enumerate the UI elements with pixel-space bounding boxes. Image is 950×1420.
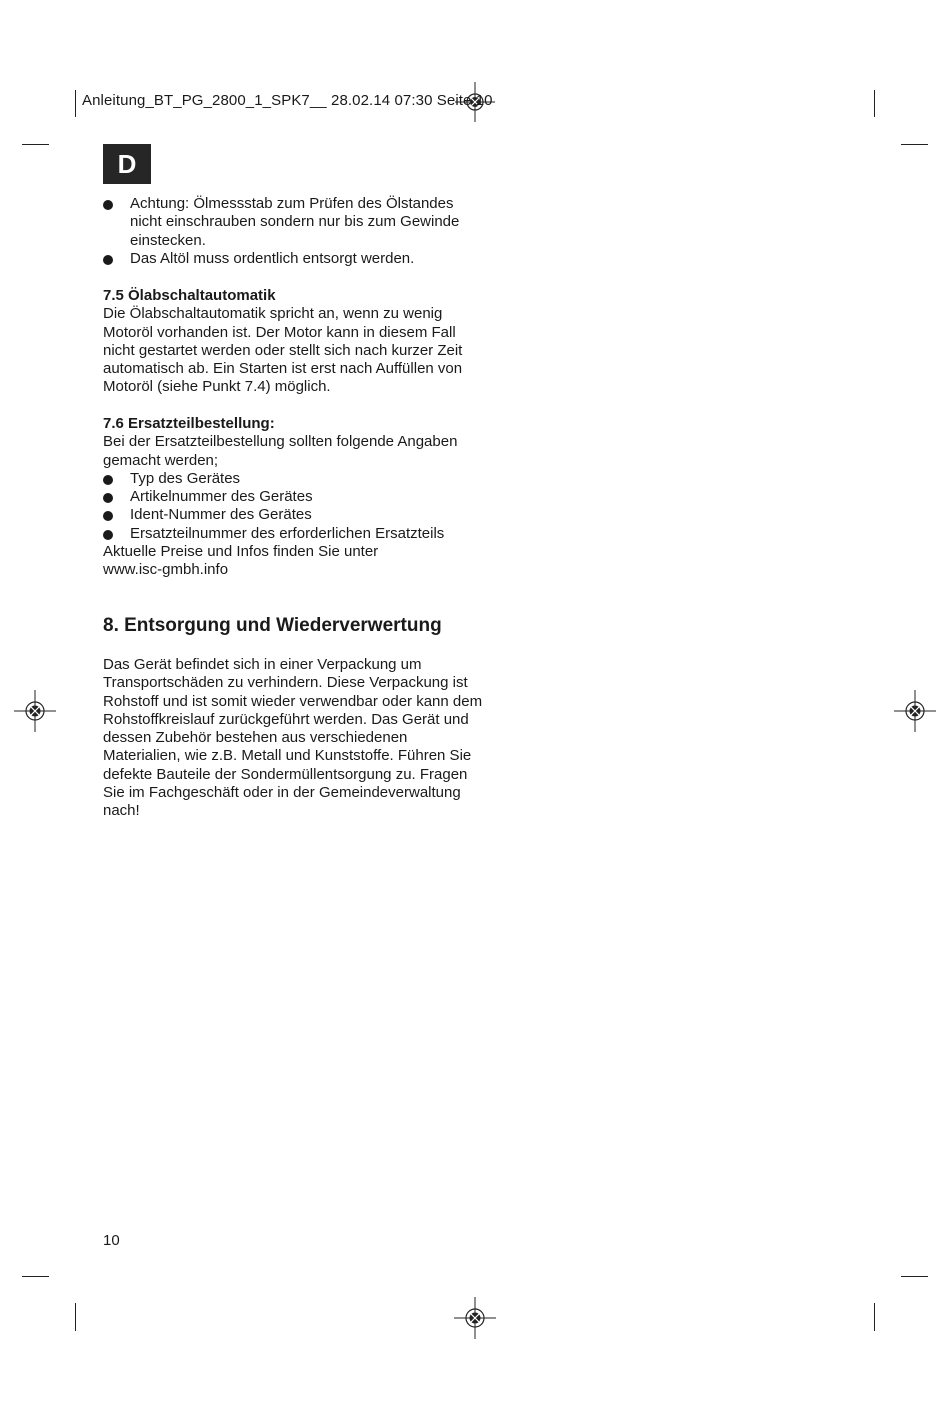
- list-item: Das Altöl muss ordentlich entsorgt werden.: [103, 250, 483, 268]
- section-intro: Bei der Ersatzteilbestellung sollten folgende Angaben gemacht werden;: [103, 433, 458, 469]
- crop-mark-top-right: [874, 90, 875, 117]
- page-number: 10: [103, 1232, 120, 1249]
- section-7-6: [103, 415, 483, 580]
- crop-mark-bottom-right: [874, 1303, 875, 1331]
- section-7-5: [103, 287, 483, 397]
- list-item: Achtung: Ölmessstab zum Prüfen des Ölstandes nicht einschrauben sondern nur bis zum Gewinde einstecken.: [103, 195, 483, 250]
- bullet-icon: [103, 200, 113, 210]
- list-item: Ident-Nummer des Gerätes: [103, 506, 483, 524]
- bullet-icon: [103, 493, 113, 503]
- bullet-list-top: [103, 195, 483, 268]
- registration-mark-icon: [454, 1297, 496, 1339]
- section-8-body: Das Gerät befindet sich in einer Verpackung um Transportschäden zu verhindern. Diese Verpackung ist Rohstoff und ist somit wieder verwendbar oder kann dem Rohstoffkreislauf zurückgeführt werden. Das Gerät und dessen Zubehör bestehen aus verschiedenen Materialien, wie z.B. Metall und Kunststoffe. Führen Sie defekte Bauteile der Sondermüllentsorgung zu. Fragen Sie im Fachgeschäft oder in der Gemeindeverwaltung nach!: [103, 656, 483, 820]
- crop-mark-right-top: [901, 144, 928, 145]
- crop-mark-left-bottom: [22, 1276, 49, 1277]
- bullet-icon: [103, 255, 113, 265]
- bullet-icon: [103, 475, 113, 485]
- list-item: Ersatzteilnummer des erforderlichen Ersatzteils: [103, 525, 483, 543]
- section-heading-8: 8. Entsorgung und Wiederverwertung: [103, 615, 442, 636]
- crop-mark-left-top: [22, 144, 49, 145]
- language-badge: D: [103, 144, 151, 184]
- registration-mark-icon: [14, 690, 56, 732]
- crop-mark-top-left: [75, 90, 76, 117]
- print-slug-line: Anleitung_BT_PG_2800_1_SPK7__ 28.02.14 07:30 Seite 10: [82, 92, 493, 109]
- section-heading: 7.5 Ölabschaltautomatik: [103, 287, 276, 304]
- section-body: Die Ölabschaltautomatik spricht an, wenn zu wenig Motoröl vorhanden ist. Der Motor kann in diesem Fall nicht gestartet werden oder stellt sich nach kurzer Zeit automatisch ab. Ein Starten ist erst nach Auffüllen von Motoröl (siehe Punkt 7.4) möglich.: [103, 305, 463, 396]
- section-heading: 7.6 Ersatzteilbestellung:: [103, 415, 275, 432]
- crop-mark-bottom-left: [75, 1303, 76, 1331]
- list-item: Typ des Gerätes: [103, 470, 483, 488]
- bullet-icon: [103, 511, 113, 521]
- crop-mark-right-bottom: [901, 1276, 928, 1277]
- registration-mark-icon: [894, 690, 936, 732]
- bullet-icon: [103, 530, 113, 540]
- list-item: Artikelnummer des Gerätes: [103, 488, 483, 506]
- section-outro: Aktuelle Preise und Infos finden Sie unter www.isc-gmbh.info: [103, 543, 379, 579]
